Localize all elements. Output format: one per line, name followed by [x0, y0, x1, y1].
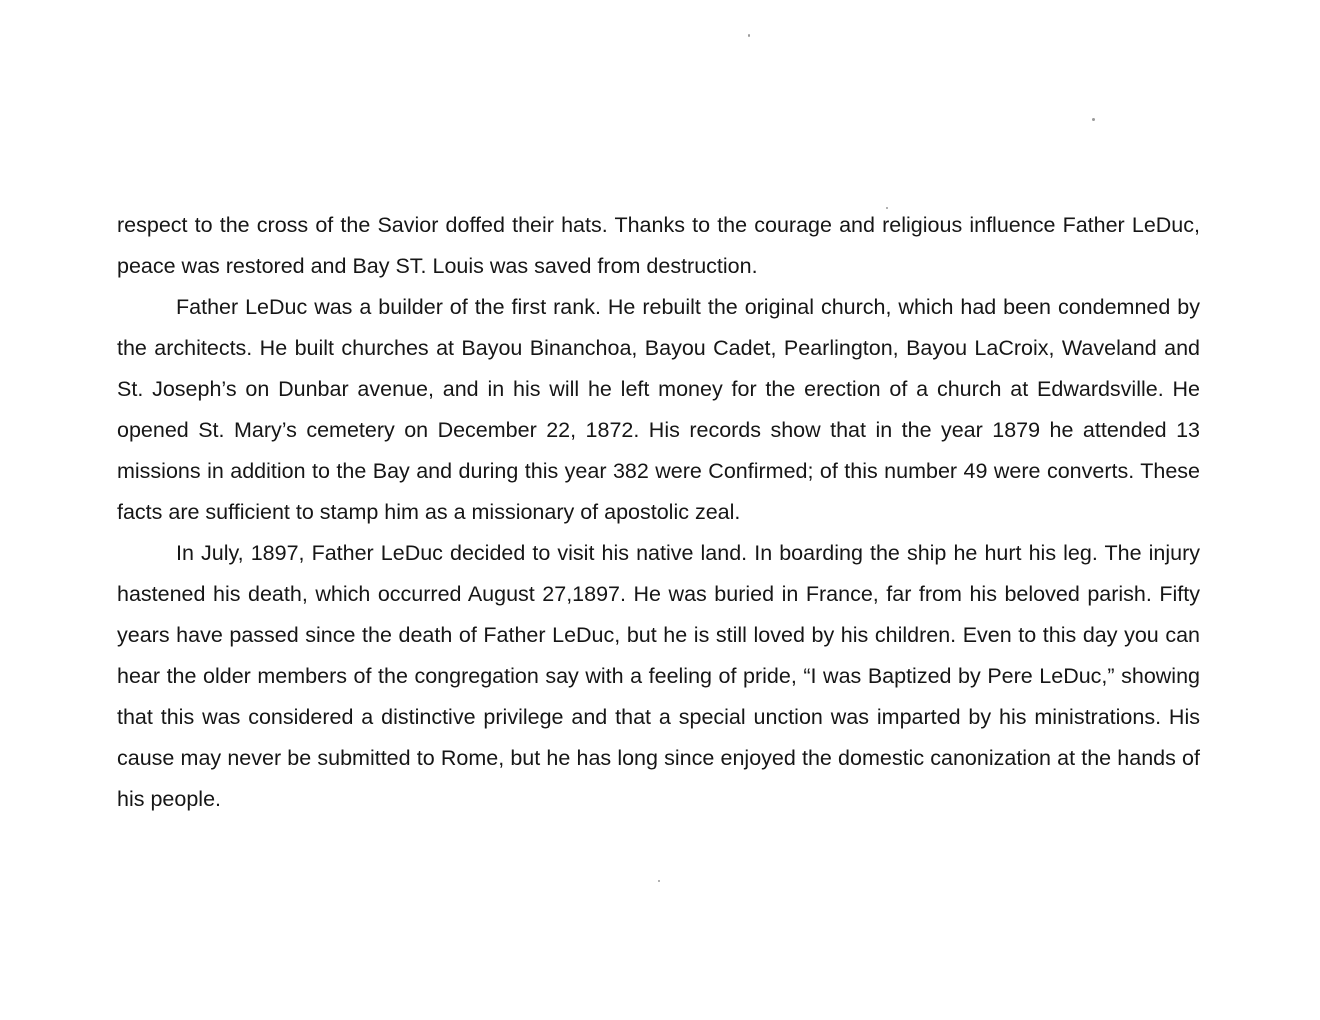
scan-speck	[658, 880, 660, 882]
paragraph-continuation: respect to the cross of the Savior doffed their hats. Thanks to the courage and religious influence Father LeDuc, peace was restored and Bay ST. Louis was saved from destruction.	[117, 213, 1200, 278]
document-body	[117, 205, 1200, 820]
scan-speck	[1092, 118, 1095, 121]
scan-speck	[748, 34, 750, 37]
paragraph-builder: Father LeDuc was a builder of the first rank. He rebuilt the original church, which had been condemned by the architects. He built churches at Bayou Binanchoa, Bayou Cadet, Pearlington, Bayou LaCroix, Waveland and St. Joseph’s on Dunbar avenue, and in his will he left money for the erection of a church at Edwardsville. He opened St. Mary’s cemetery on December 22, 1872. His records show that in the year 1879 he attended 13 missions in addition to the Bay and during this year 382 were Confirmed; of this number 49 were converts. These facts are sufficient to stamp him as a missionary of apostolic zeal.	[117, 295, 1200, 524]
paragraph-death: In July, 1897, Father LeDuc decided to visit his native land. In boarding the ship he hurt his leg. The injury hastened his death, which occurred August 27,1897. He was buried in France, far from his beloved parish. Fifty years have passed since the death of Father LeDuc, but he is still loved by his children. Even to this day you can hear the older members of the congregation say with a feeling of pride, “I was Baptized by Pere LeDuc,” showing that this was considered a distinctive privilege and that a special unction was imparted by his ministrations. His cause may never be submitted to Rome, but he has long since enjoyed the domestic canonization at the hands of his people.	[117, 541, 1200, 811]
